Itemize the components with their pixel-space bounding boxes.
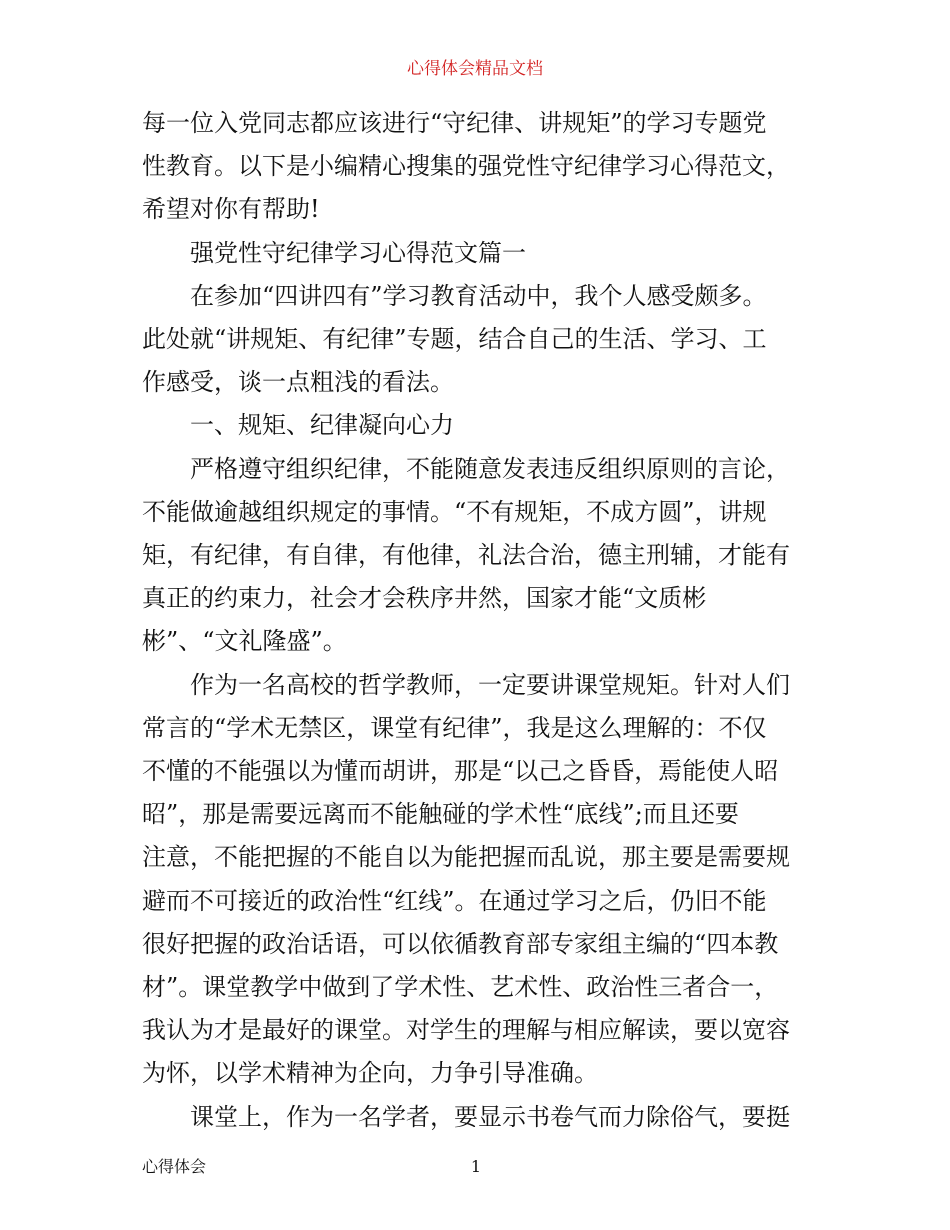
text-line: 彬”、“文礼隆盛”。 (142, 627, 347, 656)
text-line: 性教育。以下是小编精心搜集的强党性守纪律学习心得范文， (142, 152, 790, 181)
text-line: 矩，有纪律，有自律，有他律，礼法合治，德主刑辅，才能有 (142, 541, 790, 570)
text-line: 每一位入党同志都应该进行“守纪律、讲规矩”的学习专题党 (142, 109, 767, 137)
text-line: 常言的“学术无禁区，课堂有纪律”，我是这么理解的：不仅 (142, 713, 767, 742)
text-line: 不能做逾越组织规定的事情。“不有规矩，不成方圆”，讲规 (142, 497, 767, 526)
text-line: 不懂的不能强以为懂而胡讲，那是“以己之昏昏，焉能使人昭 (142, 757, 779, 786)
text-line: 希望对你有帮助! (142, 195, 320, 224)
text-line: 在参加“四讲四有”学习教育活动中，我个人感受颇多。 (190, 281, 767, 310)
text-line: 为怀，以学术精神为企向，力争引导准确。 (142, 1059, 598, 1088)
document-body (142, 102, 810, 1139)
text-line: 强党性守纪律学习心得范文篇一 (190, 238, 526, 267)
text-line: 此处就“讲规矩、有纪律”专题，结合自己的生活、学习、工 (142, 325, 767, 354)
page-header-title: 心得体会精品文档 (407, 59, 543, 79)
text-line: 严格遵守组织纪律，不能随意发表违反组织原则的言论， (190, 454, 790, 483)
page-number: 1 (470, 1157, 482, 1176)
text-line: 我认为才是最好的课堂。对学生的理解与相应解读，要以宽容 (142, 1016, 790, 1045)
text-line: 很好把握的政治话语，可以依循教育部专家组主编的“四本教 (142, 929, 779, 958)
text-line: 材”。课堂教学中做到了学术性、艺术性、政治性三者合一， (142, 973, 779, 1002)
text-line: 一、规矩、纪律凝向心力 (190, 411, 454, 440)
text-line: 作为一名高校的哲学教师，一定要讲课堂规矩。针对人们 (190, 670, 790, 699)
text-line: 注意，不能把握的不能自以为能把握而乱说，那主要是需要规 (142, 843, 790, 872)
text-line: 真正的约束力，社会才会秩序井然，国家才能“文质彬 (142, 584, 707, 613)
text-line: 避而不可接近的政治性“红线”。在通过学习之后，仍旧不能 (142, 886, 767, 915)
text-line: 作感受，谈一点粗浅的看法。 (142, 368, 454, 397)
text-line: 课堂上，作为一名学者，要显示书卷气而力除俗气，要挺 (190, 1102, 790, 1131)
page-footer-label: 心得体会 (142, 1157, 207, 1176)
text-line: 昭”，那是需要远离而不能触碰的学术性“底线”;而且还要 (142, 800, 739, 829)
